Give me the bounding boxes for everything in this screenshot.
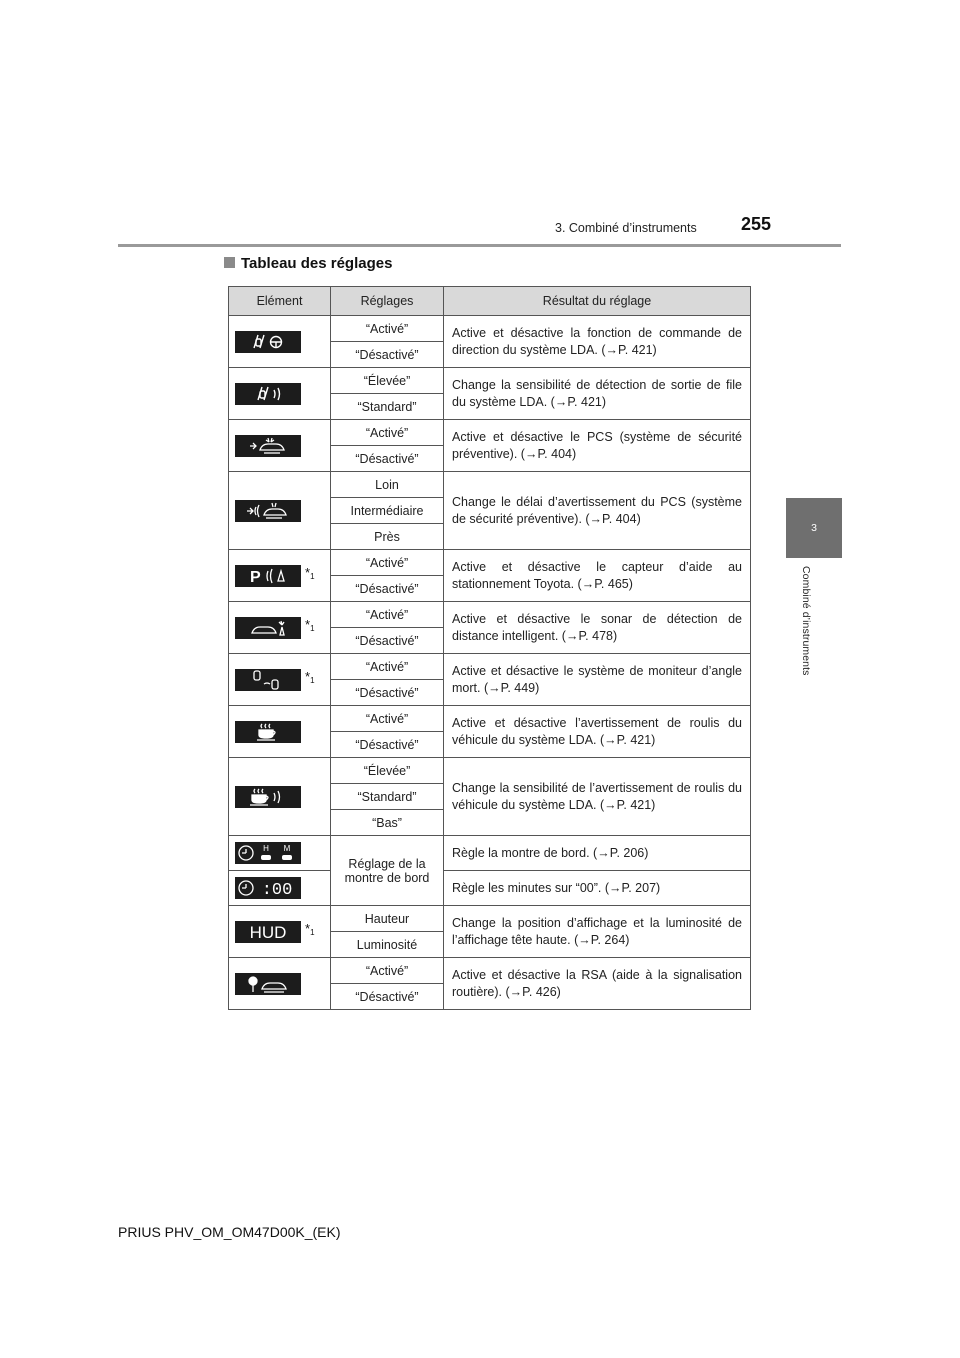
table-row bbox=[229, 654, 751, 680]
pcs-timing-icon bbox=[235, 500, 301, 522]
element-cell bbox=[229, 654, 331, 706]
footnote-marker: $*_1$ bbox=[305, 616, 315, 633]
result-text: Règle la montre de bord. (→P. 206) bbox=[444, 836, 751, 871]
lane-sensitivity-icon bbox=[235, 383, 301, 405]
setting-option: “Activé” bbox=[331, 316, 444, 342]
setting-option: “Activé” bbox=[331, 706, 444, 732]
footer-manual-code: PRIUS PHV_OM_OM47D00K_(EK) bbox=[118, 1224, 341, 1240]
side-tab-label: Combiné d’instruments bbox=[800, 566, 812, 676]
setting-option: “Bas” bbox=[331, 810, 444, 836]
setting-option: “Désactivé” bbox=[331, 732, 444, 758]
element-cell bbox=[229, 836, 331, 871]
square-bullet-icon bbox=[224, 257, 235, 268]
setting-option: Loin bbox=[331, 472, 444, 498]
sway-warning-icon bbox=[235, 721, 301, 743]
section-title bbox=[224, 255, 392, 272]
result-text: Change la sensibilité de détection de sortie de file du système LDA. (→P. 421) bbox=[444, 368, 751, 420]
result-text: Active et désactive la fonction de commande de direction du système LDA. (→P. 421) bbox=[444, 316, 751, 368]
page-number: 255 bbox=[741, 214, 772, 234]
element-cell bbox=[229, 472, 331, 550]
result-text: Règle les minutes sur “00”. (→P. 207) bbox=[444, 871, 751, 906]
hud-icon bbox=[235, 921, 301, 943]
result-text: Change la sensibilité de l’avertissement de roulis du véhicule du système LDA. (→P. 421) bbox=[444, 758, 751, 836]
pcs-icon bbox=[235, 435, 301, 457]
header-section-title: 3. Combiné d’instruments bbox=[555, 221, 697, 235]
lane-steering-icon bbox=[235, 331, 301, 353]
setting-option: Luminosité bbox=[331, 932, 444, 958]
svg-text:M: M bbox=[283, 844, 291, 853]
setting-option: Hauteur bbox=[331, 906, 444, 932]
setting-option: “Désactivé” bbox=[331, 628, 444, 654]
table-row bbox=[229, 472, 751, 498]
section-title-text: Tableau des réglages bbox=[241, 255, 393, 272]
footnote-marker: $*_1$ bbox=[305, 920, 315, 937]
side-tab[interactable] bbox=[786, 498, 842, 558]
result-text: Active et désactive le système de moniteur d’angle mort. (→P. 449) bbox=[444, 654, 751, 706]
setting-option: “Désactivé” bbox=[331, 680, 444, 706]
element-cell bbox=[229, 550, 331, 602]
element-cell bbox=[229, 368, 331, 420]
table-row bbox=[229, 550, 751, 576]
blind-spot-icon bbox=[235, 669, 301, 691]
setting-option: Intermédiaire bbox=[331, 498, 444, 524]
setting-option: “Standard” bbox=[331, 394, 444, 420]
result-text: Change la position d’affichage et la luminosité de l’affichage tête haute. (→P. 264) bbox=[444, 906, 751, 958]
result-text: Active et désactive l’avertissement de roulis du véhicule du système LDA. (→P. 421) bbox=[444, 706, 751, 758]
parking-sensor-icon bbox=[235, 565, 301, 587]
element-cell bbox=[229, 958, 331, 1010]
setting-option: “Désactivé” bbox=[331, 446, 444, 472]
table-row bbox=[229, 871, 751, 906]
element-cell bbox=[229, 420, 331, 472]
element-cell bbox=[229, 316, 331, 368]
header-rule bbox=[118, 244, 841, 247]
setting-option: “Activé” bbox=[331, 958, 444, 984]
result-text: Active et désactive la RSA (aide à la signalisation routière). (→P. 426) bbox=[444, 958, 751, 1010]
header-settings: Réglages bbox=[331, 287, 444, 316]
setting-option: “Activé” bbox=[331, 420, 444, 446]
sway-sensitivity-icon bbox=[235, 786, 301, 808]
table-row bbox=[229, 758, 751, 784]
svg-text::00: :00 bbox=[261, 881, 293, 898]
setting-option: “Désactivé” bbox=[331, 984, 444, 1010]
table-row bbox=[229, 706, 751, 732]
svg-text:HUD: HUD bbox=[249, 922, 287, 942]
table-row bbox=[229, 316, 751, 342]
clock-hm-icon bbox=[235, 842, 301, 864]
setting-option: Réglage de la montre de bord bbox=[331, 836, 444, 906]
settings-table bbox=[228, 286, 751, 1010]
result-text: Active et désactive le sonar de détection de distance intelligent. (→P. 478) bbox=[444, 602, 751, 654]
table-row bbox=[229, 368, 751, 394]
element-cell bbox=[229, 871, 331, 906]
setting-option: Près bbox=[331, 524, 444, 550]
element-cell bbox=[229, 602, 331, 654]
result-text: Change le délai d’avertissement du PCS (système de sécurité préventive). (→P. 404) bbox=[444, 472, 751, 550]
result-text: Active et désactive le capteur d’aide au stationnement Toyota. (→P. 465) bbox=[444, 550, 751, 602]
svg-text:P: P bbox=[250, 568, 261, 585]
setting-option: “Activé” bbox=[331, 550, 444, 576]
header-element: Elément bbox=[229, 287, 331, 316]
result-text: Active et désactive le PCS (système de sécurité préventive). (→P. 404) bbox=[444, 420, 751, 472]
setting-option: “Activé” bbox=[331, 602, 444, 628]
element-cell bbox=[229, 906, 331, 958]
setting-option: “Désactivé” bbox=[331, 576, 444, 602]
table-row bbox=[229, 906, 751, 932]
rsa-icon bbox=[235, 973, 301, 995]
setting-option: “Standard” bbox=[331, 784, 444, 810]
setting-option: “Élevée” bbox=[331, 758, 444, 784]
table-row bbox=[229, 958, 751, 984]
table-row bbox=[229, 836, 751, 871]
table-row bbox=[229, 420, 751, 446]
footnote-marker: $*_1$ bbox=[305, 564, 315, 581]
element-cell bbox=[229, 706, 331, 758]
svg-text:H: H bbox=[263, 844, 269, 853]
header-result: Résultat du réglage bbox=[444, 287, 751, 316]
clock-00-icon bbox=[235, 877, 301, 899]
clearance-sonar-icon bbox=[235, 617, 301, 639]
setting-option: “Élevée” bbox=[331, 368, 444, 394]
setting-option: “Activé” bbox=[331, 654, 444, 680]
table-row bbox=[229, 602, 751, 628]
setting-option: “Désactivé” bbox=[331, 342, 444, 368]
table-header-row bbox=[229, 287, 751, 316]
footnote-marker: $*_1$ bbox=[305, 668, 315, 685]
side-tab-number: 3 bbox=[811, 522, 817, 534]
element-cell bbox=[229, 758, 331, 836]
